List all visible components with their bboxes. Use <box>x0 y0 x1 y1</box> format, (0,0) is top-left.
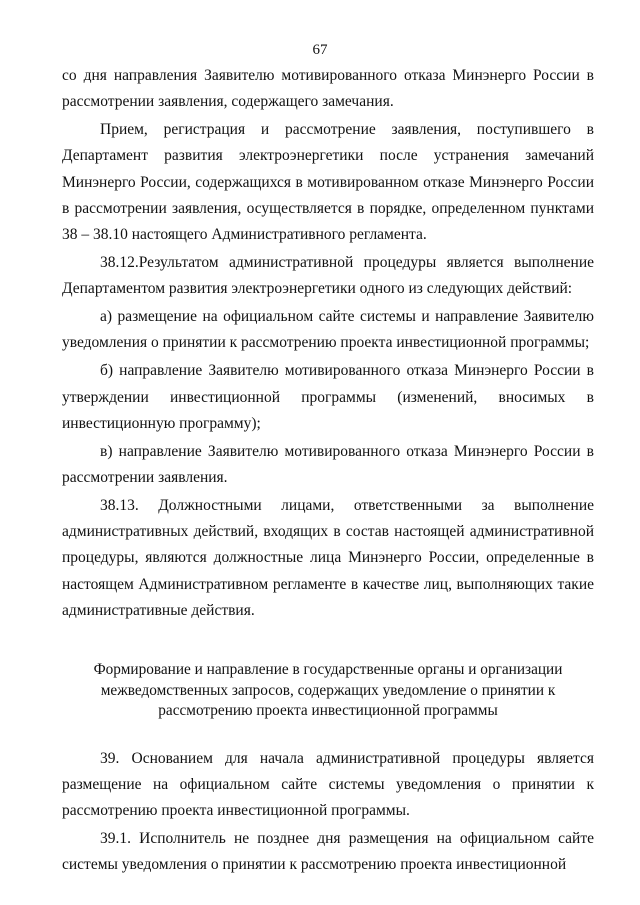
page-number: 67 <box>312 42 328 58</box>
paragraph: со дня направления Заявителю мотивированного отказа Минэнерго России в рассмотрении заявления, содержащего замечания. <box>62 67 594 111</box>
paragraph: 38.12.Результатом административной процедуры является выполнение Департаментом развития электроэнергетики одного из следующих действий: <box>62 254 594 298</box>
list-item: а) размещение на официальном сайте системы и направление Заявителю уведомления о принятии к рассмотрению проекта инвестиционной программы; <box>62 308 594 352</box>
paragraph: 39.1. Исполнитель не позднее дня размещения на официальном сайте системы уведомления о принятии к рассмотрению проекта инвестиционной <box>62 830 594 874</box>
paragraph: 39. Основанием для начала административной процедуры является размещение на официальном сайте системы уведомления о принятии к рассмотрению проекта инвестиционной программы. <box>62 749 594 820</box>
paragraph: Прием, регистрация и рассмотрение заявления, поступившего в Департамент развития электроэнергетики после устранения замечаний Минэнерго России, содержащихся в мотивированном отказе Минэнерго России в рассмотрении заявления, осуществляется в порядке, определенном пунктами 38 – 38.10 настоящего Административного регламента. <box>62 121 594 244</box>
section-heading: Формирование и направление в государственные органы и организации межведомственных запросов, содержащих уведомление о принятии к рассмотрению проекта инвестиционной программы <box>93 661 563 720</box>
list-item: в) направление Заявителю мотивированного отказа Минэнерго России в рассмотрении заявления. <box>62 442 594 486</box>
paragraph: 38.13. Должностными лицами, ответственными за выполнение административных действий, входящих в состав настоящей административной процедуры, являются должностные лица Минэнерго России, определенные в настоящем Административном регламенте в качестве лиц, выполняющих такие административные действия. <box>62 496 594 619</box>
list-item: б) направление Заявителю мотивированного отказа Минэнерго России в утверждении инвестиционной программы (изменений, вносимых в инвестиционную программу); <box>62 362 594 432</box>
document-body <box>62 63 594 879</box>
